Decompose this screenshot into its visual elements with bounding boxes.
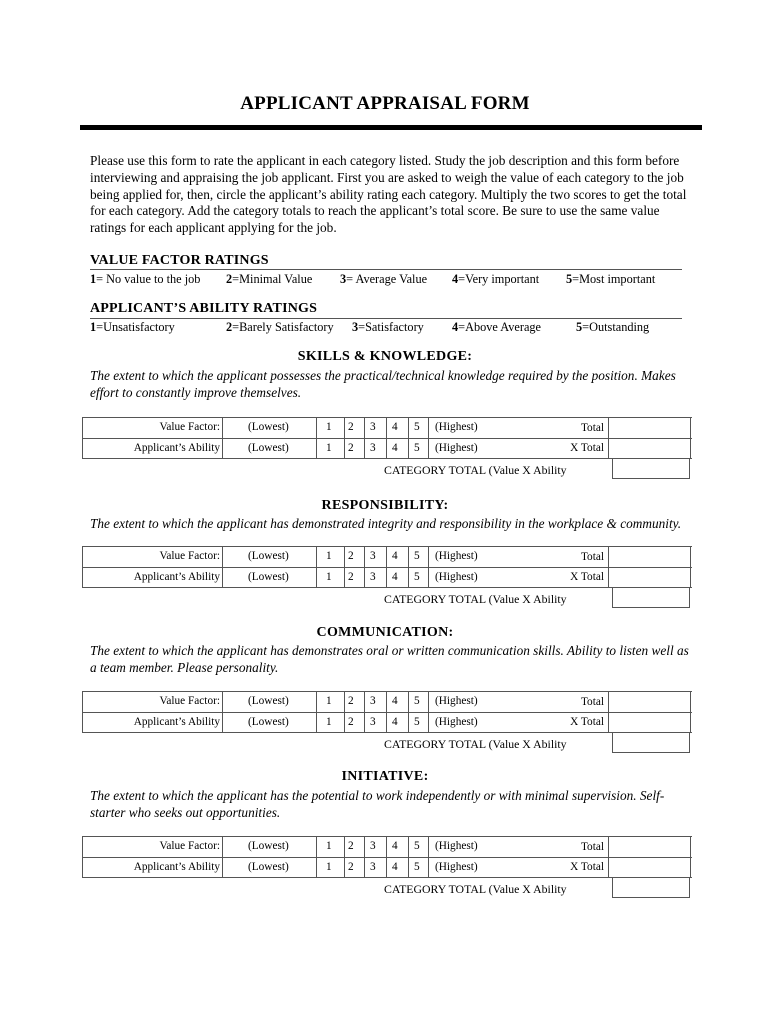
title-rule <box>80 125 702 130</box>
grid-line <box>222 836 223 878</box>
grid-line <box>608 836 609 878</box>
grid-line <box>82 732 692 733</box>
value-factor-rating-5[interactable]: 5 <box>414 695 420 707</box>
grid-line <box>82 417 692 418</box>
grid-line <box>82 417 83 459</box>
value-rating-5: 5=Most important <box>566 272 656 286</box>
grid-line <box>82 691 83 733</box>
applicant-ability-rating-5[interactable]: 5 <box>414 716 420 728</box>
grid-line <box>386 691 387 733</box>
value-factor-rating-2[interactable]: 2 <box>348 840 354 852</box>
value-rating-1: 1= No value to the job <box>90 272 201 286</box>
applicant-ability-rating-5[interactable]: 5 <box>414 571 420 583</box>
highest-label: (Highest) <box>435 840 478 852</box>
grid-line <box>82 546 692 547</box>
applicant-ability-rating-1[interactable]: 1 <box>326 442 332 454</box>
intro-paragraph: Please use this form to rate the applicant in each category listed. Study the job description and this form before interviewing and appraising the job applicant. First you are asked to weigh the value of each category to the job being applied for, then, circle the applicant’s ability rating each category. Multiply the two scores to get the total for each category. Add the category totals to reach the applicant’s total score. Be sure to use the same value ratings for each applicant applying for the job. <box>90 153 687 236</box>
lowest-label: (Lowest) <box>248 442 289 454</box>
grid-line <box>344 836 345 878</box>
rating-grid <box>82 546 692 588</box>
grid-line <box>364 691 365 733</box>
category-total-label: CATEGORY TOTAL (Value X Ability <box>384 737 567 751</box>
value-factor-total-label: Total <box>580 551 604 563</box>
grid-line <box>690 546 691 588</box>
category-total-box[interactable] <box>612 878 690 898</box>
category-total-box[interactable] <box>612 588 690 608</box>
section-title: RESPONSIBILITY: <box>321 498 449 513</box>
grid-line <box>82 877 692 878</box>
grid-line <box>344 691 345 733</box>
value-factor-total-label: Total <box>580 696 604 708</box>
applicant-ability-total-label: X Total <box>570 442 604 454</box>
rating-grid <box>82 836 692 878</box>
lowest-label: (Lowest) <box>248 571 289 583</box>
grid-line <box>428 546 429 588</box>
value-factor-rating-5[interactable]: 5 <box>414 550 420 562</box>
grid-line <box>222 691 223 733</box>
grid-line <box>364 836 365 878</box>
value-factor-rating-2[interactable]: 2 <box>348 695 354 707</box>
grid-line <box>82 691 692 692</box>
ability-ratings-rule <box>90 318 682 319</box>
value-factor-total-label: Total <box>580 422 604 434</box>
grid-line <box>364 546 365 588</box>
value-factor-total-label: Total <box>580 841 604 853</box>
grid-line <box>408 836 409 878</box>
ability-rating-1: 1=Unsatisfactory <box>90 320 175 334</box>
grid-line <box>82 857 692 858</box>
section-description: The extent to which the applicant has demonstrated integrity and responsibility in the workplace & community. <box>90 516 682 531</box>
grid-line <box>690 417 691 459</box>
value-factor-rating-3[interactable]: 3 <box>370 840 376 852</box>
highest-label: (Highest) <box>435 571 478 583</box>
grid-line <box>428 836 429 878</box>
grid-line <box>608 691 609 733</box>
grid-line <box>222 546 223 588</box>
value-factor-rating-4[interactable]: 4 <box>392 695 398 707</box>
value-factor-label: Value Factor: <box>159 421 220 433</box>
highest-label: (Highest) <box>435 442 478 454</box>
applicant-ability-rating-4[interactable]: 4 <box>392 716 398 728</box>
section-description: The extent to which the applicant possesses the practical/technical knowledge required by the position. Makes effort to constantly improve themselves. <box>90 368 676 400</box>
ability-rating-5: 5=Outstanding <box>576 320 650 334</box>
value-factor-rating-4[interactable]: 4 <box>392 840 398 852</box>
lowest-label: (Lowest) <box>248 840 289 852</box>
grid-line <box>82 458 692 459</box>
applicant-ability-rating-1[interactable]: 1 <box>326 716 332 728</box>
value-factor-rating-1[interactable]: 1 <box>326 840 332 852</box>
value-factor-rating-1[interactable]: 1 <box>326 695 332 707</box>
grid-line <box>408 691 409 733</box>
grid-line <box>408 417 409 459</box>
grid-line <box>608 546 609 588</box>
value-factor-rating-5[interactable]: 5 <box>414 421 420 433</box>
applicant-ability-rating-2[interactable]: 2 <box>348 861 354 873</box>
value-rating-4: 4=Very important <box>452 272 540 286</box>
applicant-ability-label: Applicant’s Ability <box>133 861 220 873</box>
value-factor-rating-1[interactable]: 1 <box>326 550 332 562</box>
grid-line <box>428 691 429 733</box>
applicant-ability-rating-2[interactable]: 2 <box>348 442 354 454</box>
lowest-label: (Lowest) <box>248 421 289 433</box>
grid-line <box>316 417 317 459</box>
ability-rating-3: 3=Satisfactory <box>352 320 424 334</box>
grid-line <box>316 546 317 588</box>
ability-rating-2: 2=Barely Satisfactory <box>226 320 334 334</box>
highest-label: (Highest) <box>435 695 478 707</box>
grid-line <box>344 417 345 459</box>
value-ratings-row <box>90 272 690 288</box>
applicant-ability-rating-4[interactable]: 4 <box>392 861 398 873</box>
grid-line <box>428 417 429 459</box>
category-total-label: CATEGORY TOTAL (Value X Ability <box>384 882 567 896</box>
section-description: The extent to which the applicant has the potential to work independently or with minimal supervision. Self-starter who seeks out opportunities. <box>90 788 665 820</box>
grid-line <box>222 417 223 459</box>
grid-line <box>82 546 83 588</box>
ability-ratings-row <box>90 320 690 336</box>
lowest-label: (Lowest) <box>248 861 289 873</box>
value-factor-rating-1[interactable]: 1 <box>326 421 332 433</box>
rating-grid <box>82 691 692 733</box>
value-ratings-heading: VALUE FACTOR RATINGS <box>90 253 269 268</box>
grid-line <box>82 438 692 439</box>
applicant-ability-rating-4[interactable]: 4 <box>392 442 398 454</box>
value-rating-3: 3= Average Value <box>340 272 428 286</box>
applicant-ability-rating-5[interactable]: 5 <box>414 861 420 873</box>
grid-line <box>386 836 387 878</box>
lowest-label: (Lowest) <box>248 695 289 707</box>
value-factor-rating-3[interactable]: 3 <box>370 695 376 707</box>
category-total-box[interactable] <box>612 459 690 479</box>
rating-grid <box>82 417 692 459</box>
grid-line <box>82 587 692 588</box>
grid-line <box>608 417 609 459</box>
applicant-ability-total-label: X Total <box>570 571 604 583</box>
page-title: APPLICANT APPRAISAL FORM <box>240 93 530 114</box>
applicant-ability-rating-1[interactable]: 1 <box>326 571 332 583</box>
applicant-ability-label: Applicant’s Ability <box>133 716 220 728</box>
grid-line <box>690 836 691 878</box>
grid-line <box>364 417 365 459</box>
applicant-ability-rating-3[interactable]: 3 <box>370 861 376 873</box>
applicant-ability-total-label: X Total <box>570 716 604 728</box>
highest-label: (Highest) <box>435 716 478 728</box>
section-title: SKILLS & KNOWLEDGE: <box>297 349 473 364</box>
section-title: COMMUNICATION: <box>316 625 454 640</box>
grid-line <box>344 546 345 588</box>
applicant-ability-label: Applicant’s Ability <box>133 442 220 454</box>
value-factor-label: Value Factor: <box>159 840 220 852</box>
applicant-ability-rating-2[interactable]: 2 <box>348 716 354 728</box>
applicant-ability-rating-3[interactable]: 3 <box>370 571 376 583</box>
grid-line <box>316 836 317 878</box>
highest-label: (Highest) <box>435 421 478 433</box>
grid-line <box>690 691 691 733</box>
applicant-ability-rating-3[interactable]: 3 <box>370 716 376 728</box>
applicant-ability-rating-1[interactable]: 1 <box>326 861 332 873</box>
category-total-label: CATEGORY TOTAL (Value X Ability <box>384 592 567 606</box>
category-total-box[interactable] <box>612 733 690 753</box>
value-factor-rating-5[interactable]: 5 <box>414 840 420 852</box>
applicant-ability-rating-5[interactable]: 5 <box>414 442 420 454</box>
grid-line <box>408 546 409 588</box>
applicant-ability-rating-4[interactable]: 4 <box>392 571 398 583</box>
applicant-ability-label: Applicant’s Ability <box>133 571 220 583</box>
lowest-label: (Lowest) <box>248 550 289 562</box>
grid-line <box>82 712 692 713</box>
value-rating-2: 2=Minimal Value <box>226 272 313 286</box>
grid-line <box>386 546 387 588</box>
applicant-ability-total-label: X Total <box>570 861 604 873</box>
ability-ratings-heading: APPLICANT’S ABILITY RATINGS <box>90 301 318 316</box>
value-factor-label: Value Factor: <box>159 695 220 707</box>
applicant-ability-rating-2[interactable]: 2 <box>348 571 354 583</box>
grid-line <box>82 836 83 878</box>
value-factor-rating-4[interactable]: 4 <box>392 421 398 433</box>
value-factor-rating-2[interactable]: 2 <box>348 550 354 562</box>
value-factor-label: Value Factor: <box>159 550 220 562</box>
value-factor-rating-4[interactable]: 4 <box>392 550 398 562</box>
value-ratings-rule <box>90 269 682 270</box>
section-title: INITIATIVE: <box>341 769 429 784</box>
applicant-ability-rating-3[interactable]: 3 <box>370 442 376 454</box>
lowest-label: (Lowest) <box>248 716 289 728</box>
category-total-label: CATEGORY TOTAL (Value X Ability <box>384 463 567 477</box>
grid-line <box>316 691 317 733</box>
ability-rating-4: 4=Above Average <box>452 320 542 334</box>
section-description: The extent to which the applicant has demonstrates oral or written communication skills. Ability to listen well as a team member. Please personality. <box>90 643 689 675</box>
grid-line <box>386 417 387 459</box>
highest-label: (Highest) <box>435 861 478 873</box>
value-factor-rating-3[interactable]: 3 <box>370 421 376 433</box>
grid-line <box>82 567 692 568</box>
value-factor-rating-2[interactable]: 2 <box>348 421 354 433</box>
grid-line <box>82 836 692 837</box>
highest-label: (Highest) <box>435 550 478 562</box>
value-factor-rating-3[interactable]: 3 <box>370 550 376 562</box>
